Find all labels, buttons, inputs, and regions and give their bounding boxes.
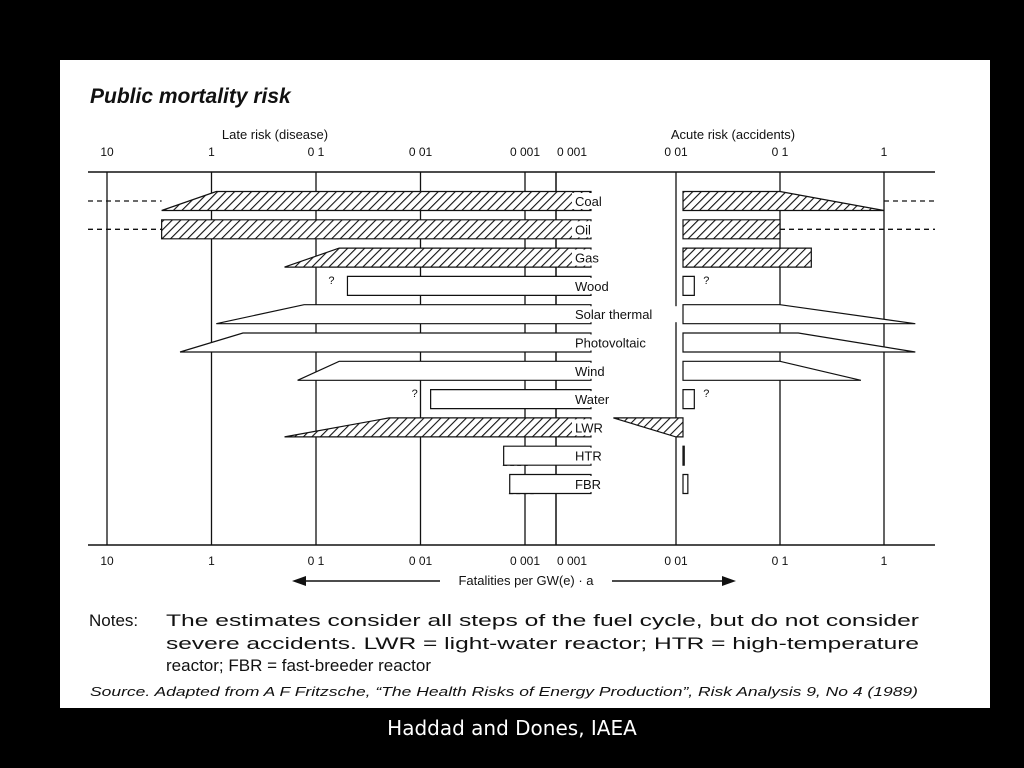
bar-fbr-acute [683,475,688,494]
bar-wood-acute [683,276,694,295]
bar-label-solar-thermal: Solar thermal [575,307,653,323]
bar-water-acute [683,390,694,409]
left-tick-label-bottom: 0 01 [408,554,433,568]
bar-photovoltaic-acute [683,333,915,352]
chart-title: Public mortality risk [90,85,291,108]
x-axis-label: Fatalities per GW(e) · a [458,573,594,588]
acute-risk-header: Acute risk (accidents) [670,127,796,142]
bar-solar-thermal-acute [683,305,915,324]
mortality-risk-chart [60,60,990,708]
late-risk-header: Late risk (disease) [221,127,329,142]
bar-lwr-acute [613,418,683,437]
left-tick-label-top: 0 001 [509,145,541,159]
notes-label: Notes: [89,611,139,630]
right-tick-label-bottom: 1 [880,554,888,568]
left-tick-label-top: 10 [100,145,114,159]
bar-oil-late [162,220,591,239]
right-tick-label-top: 1 [880,145,888,159]
bar-wood-uncertain-right: ? [703,274,710,287]
bar-water-uncertain-left: ? [411,388,418,401]
bar-wood-late [347,276,591,295]
right-tick-label-top: 0 1 [771,145,789,159]
bar-htr-acute [683,446,684,465]
bars-layer [88,192,935,494]
notes-line-1: The estimates consider all steps of the fuel cycle, but do not consider [166,611,920,630]
left-tick-label-bottom: 0 001 [509,554,541,568]
notes-line-3: reactor; FBR = fast-breeder reactor [166,656,432,675]
bar-coal-late [162,192,591,211]
bar-label-lwr: LWR [575,420,603,436]
bar-label-fbr: FBR [575,477,601,492]
x-arrowhead-left [292,576,306,586]
left-tick-label-top: 0 1 [307,145,325,159]
right-tick-label-bottom: 0 001 [556,554,588,568]
bar-solar-thermal-late [216,305,591,324]
left-tick-label-bottom: 0 1 [307,554,325,568]
right-tick-label-bottom: 0 01 [664,554,688,568]
bar-wind-late [298,361,591,380]
right-tick-label-bottom: 0 1 [771,554,789,568]
bar-label-photovoltaic: Photovoltaic [575,335,646,351]
bar-lwr-late [285,418,591,437]
bar-label-wood: Wood [575,278,609,294]
right-tick-label-top: 0 01 [664,145,688,159]
bar-wood-uncertain-left: ? [328,274,335,287]
left-tick-label-top: 0 01 [408,145,433,159]
source-text: Source. Adapted from A F Fritzsche, “The Health Risks of Energy Production”, Risk Analysis 9, No 4 (1989) [90,685,918,699]
bar-water-late [431,390,591,409]
bar-wind-acute [683,361,861,380]
left-tick-label-top: 1 [208,145,215,159]
left-tick-label-bottom: 10 [100,554,114,568]
x-arrowhead-right [722,576,736,586]
notes-line-2: severe accidents. LWR = light-water reactor; HTR = high-temperature [166,634,919,653]
bar-label-gas: Gas [575,250,599,266]
bar-water-uncertain-right: ? [703,388,710,401]
bar-gas-acute [683,248,811,267]
bar-label-water: Water [575,392,610,408]
bar-label-coal: Coal [575,194,602,209]
bar-gas-late [285,248,591,267]
left-tick-label-bottom: 1 [208,554,215,568]
bar-oil-acute [683,220,780,239]
figure-panel [60,60,990,708]
bar-coal-acute [683,192,884,211]
right-tick-label-top: 0 001 [556,145,588,159]
bar-photovoltaic-late [180,333,591,352]
slide-caption: Haddad and Dones, IAEA [387,716,637,740]
bar-label-wind: Wind [575,363,605,379]
bar-label-oil: Oil [575,222,591,238]
bar-label-htr: HTR [575,448,602,464]
